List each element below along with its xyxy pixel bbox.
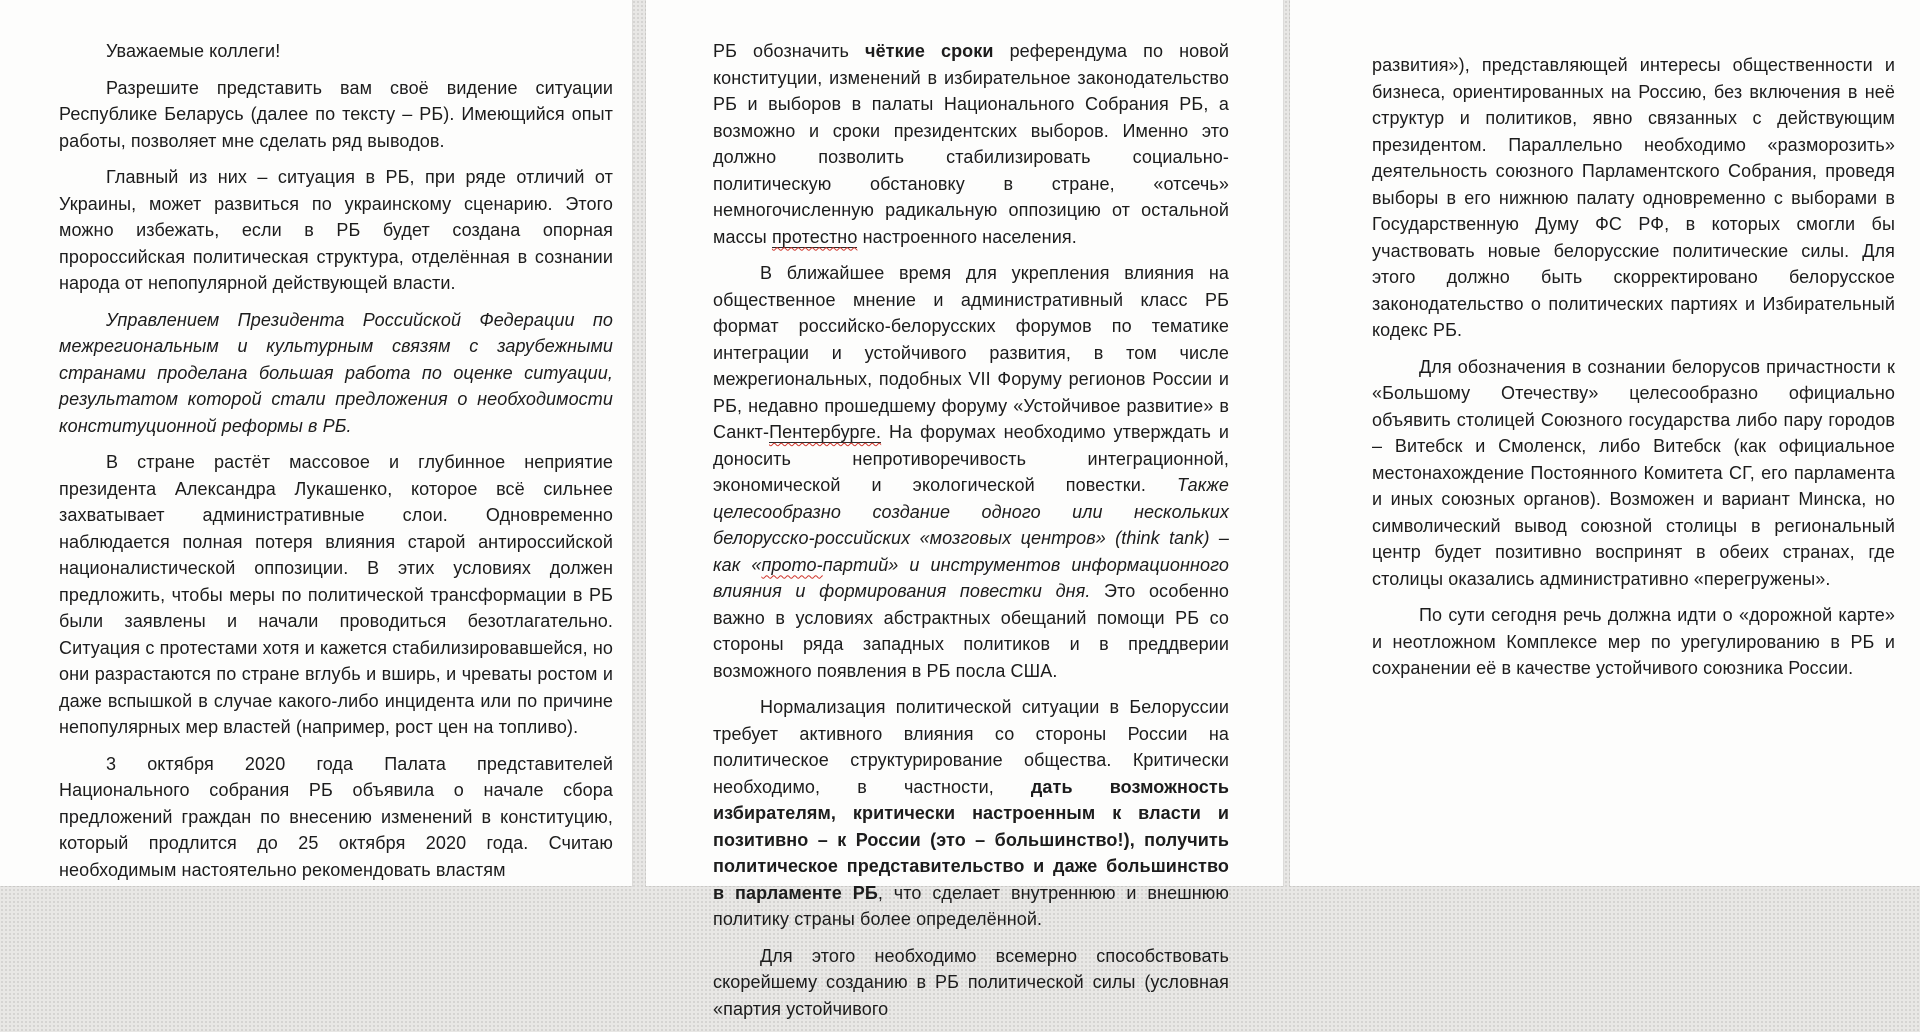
paragraph: Главный из них – ситуация в РБ, при ряде отличий от Украины, может развиться по украинскому сценарию. Этого можно избежать, если в РБ будет создана опорная пророссийская политическая структура, отделённая в сознании народа от непопулярной действующей власти. [59,167,613,293]
paragraph: Для обозначения в сознании белорусов причастности к «Большому Отечеству» целесообразно официально объявить столицей Союзного государства либо пару городов – Витебск и Смоленск, либо Витебск (как официальное местонахождение Постоянного Комитета СГ, его парламента и иных союзных органов). Возможен и вариант Минска, но символический вывод союзной столицы в региональный центр будет позитивно воспринят в обеих странах, где столицы оказались административно «перегружены». [1372,356,1895,589]
paragraph: Для этого необходимо всемерно способствовать скорейшему созданию в РБ политической силы (условная «партия устойчивого [713,945,1229,1019]
paragraph: В ближайшее время для укрепления влияния на общественное мнение и административный класс РБ формат российско-белорусских форумов по тематике интеграции и устойчивого развития, в том числе межрегиональных, подобных VII Форуму регионов России и РБ, недавно прошедшему форуму «Устойчивое развитие» в Санкт-Пентербурге. На форумах необходимо утверждать и доносить непротиворечивость интеграционной, экономической и экологической повестки. Также целесообразно создание одного или нескольких белорусско-российских «мозговых центров» (think tank) – как «прото-партий» и инструментов информационного влияния и формирования повестки дня. Это особенно важно в условиях абстрактных обещаний помощи РБ со стороны ряда западных политиков и в преддверии возможного появления в РБ посла США. [713,263,1229,681]
paragraph: По сути сегодня речь должна идти о «дорожной карте» и неотложном Комплексе мер по урегулированию в РБ и сохранении её в качестве устойчивого союзника России. [1372,605,1895,678]
paragraph: развития»), представляющей интересы общественности и бизнеса, ориентированных на Россию, без включения в неё структур и политиков, явно связанных с действующим президентом. Параллельно необходимо «разморозить» деятельность союзного Парламентского Собрания, проведя выборы в его нижнюю палату одновременно с выборами в Государственную Думу ФС РФ, в которых смогли бы участвовать новые белорусские политические силы. Для этого должно быть скорректировано белорусское законодательство о политических партиях и Избирательный кодекс РБ. [1372,55,1895,340]
misspelled-text: прото- [761,554,823,575]
page-2-content [713,38,1229,1032]
page-3-content [1372,52,1895,692]
styled-text: Управлением Президента Российской Федерации по межрегиональным и культурным связям с зарубежными странами проделана большая работа по оценке ситуации, результатом которой стали предложения о необходимости конституционной реформы в РБ. [59,309,613,436]
paragraph: В стране растёт массовое и глубинное неприятие президента Александра Лукашенко, которое всё сильнее захватывает административные слои. Одновременно наблюдается полная потеря влияния старой антироссийской националистической оппозиции. В этих условиях должен предложить, чтобы меры по политической трансформации в РБ были заявлены и начали проводиться безотлагательно. Ситуация с протестами хотя и кажется стабилизировавшейся, но они разрастаются по стране вглубь и вширь, и чреваты ростом и даже вспышкой в случае какого-либо инцидента или по причине непопулярных мер властей (например, рост цен на топливо). [59,452,613,737]
misspelled-text: Пентербурге. [769,422,882,442]
page-2 [646,0,1283,1019]
page-1-content [59,38,613,893]
paragraph [59,307,613,440]
styled-text: дать возможность избирателям, критически настроенным к власти и позитивно – к России (это – большинство!), получить политическое представительство и даже большинство в парламенте РБ [713,776,1230,903]
misspelled-text: протестно [771,226,858,247]
page-1 [0,0,632,886]
styled-text: партий» и инструментов информационного влияния и формирования повестки дня. [713,554,1229,601]
paragraph: Разрешите представить вам своё видение ситуации Республике Беларусь (далее по тексту – РБ). Имеющийся опыт работы, позволяет мне сделать ряд выводов. [59,77,613,151]
paragraph: РБ обозначить чёткие сроки референдума по новой конституции, изменений в избирательное законодательство РБ и выборов в палаты Национального Собрания РБ, а возможно и сроки президентских выборов. Именно это должно позволить стабилизировать социально-политическую обстановку в стране, «отсечь» немногочисленную радикальную оппозицию от остальной массы протестно настроенного населения. [713,41,1229,247]
styled-text: Также целесообразно создание одного или нескольких белорусско-российских «мозговых центров» (think tank) – как « [713,475,1229,575]
paragraph: 3 октября 2020 года Палата представителей Национального собрания РБ объявила о начале сбора предложений граждан по внесению изменений в конституцию, который продлится до 25 октября 2020 года. Считаю необходимым настоятельно рекомендовать властям [59,753,613,880]
paragraph: Нормализация политической ситуации в Белоруссии требует активного влияния со стороны России на политическое структурирование общества. Критически необходимо, в частности, дать возможность избирателям, критически настроенным к власти и позитивно – к России (это – большинство!), получить политическое представительство и даже большинство в парламенте РБ, что сделает внутреннюю и внешнюю политику страны более определённой. [713,697,1230,929]
page-3 [1290,0,1920,886]
paragraph: Уважаемые коллеги! [106,41,281,61]
styled-text: чёткие сроки [865,41,994,61]
